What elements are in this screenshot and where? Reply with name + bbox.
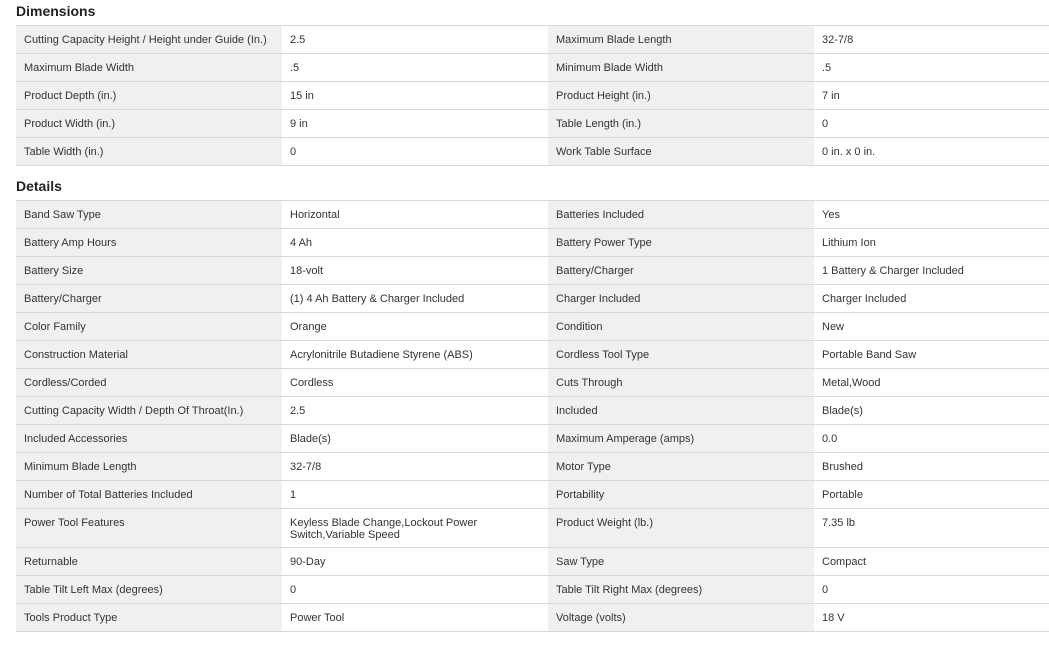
spec-label: Band Saw Type [16, 201, 282, 228]
spec-label: Returnable [16, 548, 282, 575]
spec-value: 4 Ah [282, 229, 548, 256]
section-title-details: Details [16, 178, 62, 194]
spec-value: 9 in [282, 110, 548, 137]
spec-value: 15 in [282, 82, 548, 109]
spec-label: Battery/Charger [548, 257, 814, 284]
spec-label: Cordless/Corded [16, 369, 282, 396]
spec-label: Maximum Blade Width [16, 54, 282, 81]
spec-value: 2.5 [282, 26, 548, 53]
spec-value: Brushed [814, 453, 1049, 480]
table-row [16, 285, 1049, 313]
spec-label: Cutting Capacity Height / Height under Guide (In.) [16, 26, 282, 53]
spec-label: Battery Amp Hours [16, 229, 282, 256]
details-table [16, 200, 1049, 632]
table-row [16, 425, 1049, 453]
spec-label: Table Tilt Right Max (degrees) [548, 576, 814, 603]
spec-label: Charger Included [548, 285, 814, 312]
spec-value: Portable [814, 481, 1049, 508]
spec-value: 2.5 [282, 397, 548, 424]
spec-label: Cordless Tool Type [548, 341, 814, 368]
spec-label: Product Height (in.) [548, 82, 814, 109]
spec-label: Saw Type [548, 548, 814, 575]
spec-value: 0 in. x 0 in. [814, 138, 1049, 165]
table-row [16, 453, 1049, 481]
table-row [16, 54, 1049, 82]
spec-label: Portability [548, 481, 814, 508]
spec-value: Horizontal [282, 201, 548, 228]
spec-label: Included Accessories [16, 425, 282, 452]
spec-label: Battery/Charger [16, 285, 282, 312]
table-row [16, 341, 1049, 369]
spec-value: (1) 4 Ah Battery & Charger Included [282, 285, 548, 312]
spec-label: Minimum Blade Width [548, 54, 814, 81]
spec-value: 0 [814, 576, 1049, 603]
table-row [16, 26, 1049, 54]
table-row [16, 604, 1049, 632]
spec-value: 18 V [814, 604, 1049, 631]
spec-label: Table Length (in.) [548, 110, 814, 137]
spec-label: Batteries Included [548, 201, 814, 228]
spec-value: Compact [814, 548, 1049, 575]
table-row [16, 313, 1049, 341]
spec-label: Product Depth (in.) [16, 82, 282, 109]
spec-label: Table Tilt Left Max (degrees) [16, 576, 282, 603]
table-row [16, 369, 1049, 397]
table-row [16, 509, 1049, 548]
spec-value: Blade(s) [814, 397, 1049, 424]
spec-label: Work Table Surface [548, 138, 814, 165]
spec-value: 1 [282, 481, 548, 508]
spec-value: Orange [282, 313, 548, 340]
spec-label: Motor Type [548, 453, 814, 480]
spec-value: Cordless [282, 369, 548, 396]
spec-value: 0 [282, 138, 548, 165]
section-title-dimensions: Dimensions [16, 3, 96, 19]
spec-value: 32-7/8 [814, 26, 1049, 53]
spec-value: Portable Band Saw [814, 341, 1049, 368]
table-row [16, 257, 1049, 285]
spec-label: Minimum Blade Length [16, 453, 282, 480]
spec-label: Power Tool Features [16, 509, 282, 547]
spec-label: Maximum Blade Length [548, 26, 814, 53]
spec-value: Lithium Ion [814, 229, 1049, 256]
spec-label: Condition [548, 313, 814, 340]
spec-value: New [814, 313, 1049, 340]
spec-value: Yes [814, 201, 1049, 228]
table-row [16, 481, 1049, 509]
table-row [16, 397, 1049, 425]
spec-label: Number of Total Batteries Included [16, 481, 282, 508]
spec-label: Battery Power Type [548, 229, 814, 256]
spec-value: Acrylonitrile Butadiene Styrene (ABS) [282, 341, 548, 368]
spec-value: .5 [814, 54, 1049, 81]
spec-value: 0.0 [814, 425, 1049, 452]
table-row [16, 110, 1049, 138]
spec-value: 32-7/8 [282, 453, 548, 480]
spec-label: Product Weight (lb.) [548, 509, 814, 547]
table-row [16, 201, 1049, 229]
spec-value: 0 [282, 576, 548, 603]
table-row [16, 138, 1049, 166]
spec-value: 0 [814, 110, 1049, 137]
spec-value: Blade(s) [282, 425, 548, 452]
dimensions-table [16, 25, 1049, 166]
spec-value: 90-Day [282, 548, 548, 575]
table-row [16, 548, 1049, 576]
spec-label: Color Family [16, 313, 282, 340]
spec-label: Construction Material [16, 341, 282, 368]
spec-label: Maximum Amperage (amps) [548, 425, 814, 452]
spec-value: Keyless Blade Change,Lockout Power Switch,Variable Speed [282, 509, 548, 547]
table-row [16, 229, 1049, 257]
spec-label: Cuts Through [548, 369, 814, 396]
spec-value: 18-volt [282, 257, 548, 284]
spec-label: Cutting Capacity Width / Depth Of Throat(In.) [16, 397, 282, 424]
spec-value: Power Tool [282, 604, 548, 631]
spec-value: 7 in [814, 82, 1049, 109]
spec-value: 7.35 lb [814, 509, 1049, 547]
table-row [16, 82, 1049, 110]
spec-value: Metal,Wood [814, 369, 1049, 396]
spec-value: .5 [282, 54, 548, 81]
table-row [16, 576, 1049, 604]
spec-label: Table Width (in.) [16, 138, 282, 165]
spec-label: Product Width (in.) [16, 110, 282, 137]
spec-label: Tools Product Type [16, 604, 282, 631]
spec-label: Battery Size [16, 257, 282, 284]
spec-label: Included [548, 397, 814, 424]
spec-value: 1 Battery & Charger Included [814, 257, 1049, 284]
spec-label: Voltage (volts) [548, 604, 814, 631]
spec-value: Charger Included [814, 285, 1049, 312]
